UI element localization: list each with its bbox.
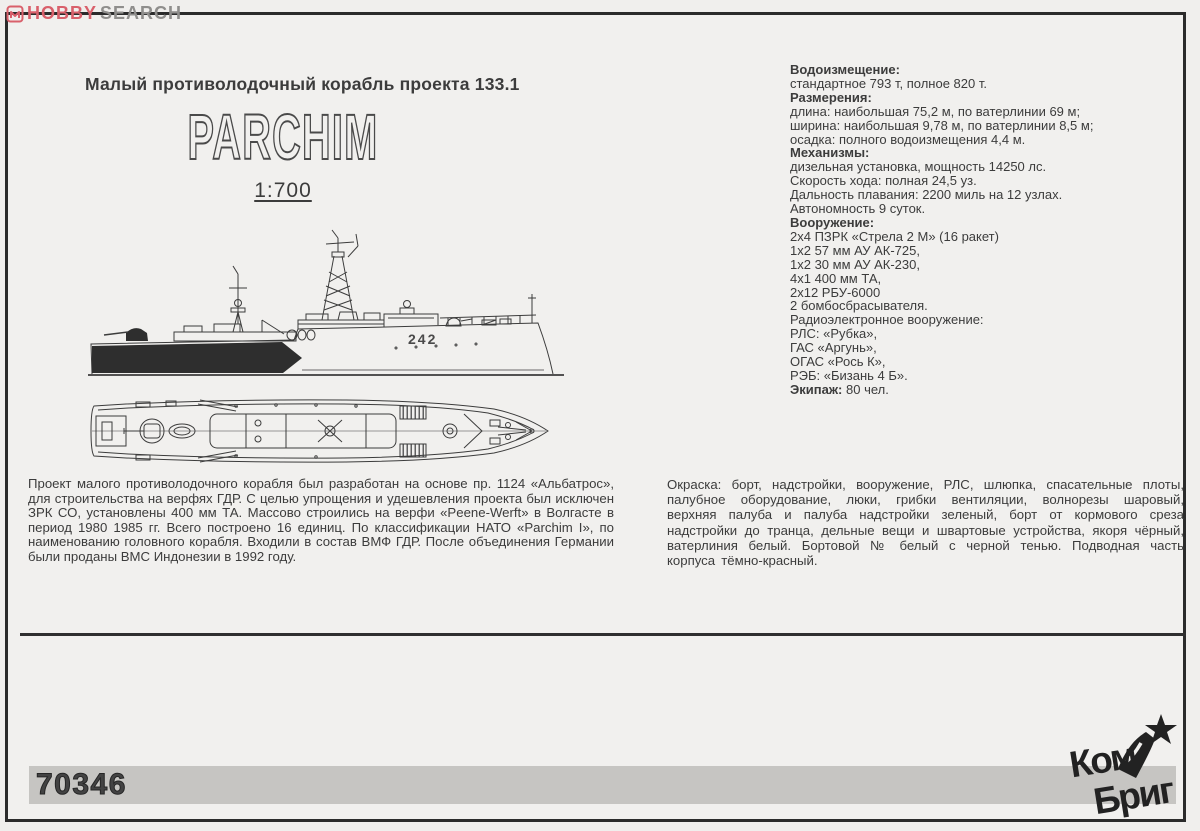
painting-instructions-paragraph: Окраска: борт, надстройки, вооружение, РЛС, шлюпка, спасательные плоты, палубное оборудование, люки, грибки вентиляции, волнорезы шаровый, верхняя палуба и палуба надстройки зеленый, борт от кормового среза надстройки до транца, дельные вещи и швартовые устройства, якоря чёрный, ватерлиния белый. Бортовой № белый с черной тенью. Подводная часть корпуса тёмно-красный.	[667, 477, 1184, 569]
horizontal-divider	[20, 633, 1186, 636]
watermark-brand-gray: SEARCH	[100, 3, 183, 23]
spec-line: Водоизмещение:	[790, 62, 900, 77]
spec-line: 2х12 РБУ-6000	[790, 284, 881, 300]
ship-name-outline: PARCHIM	[187, 101, 379, 173]
footer-gray-band	[29, 766, 1176, 804]
hobbysearch-logo-icon	[6, 5, 24, 23]
spec-line: 2х4 ПЗРК «Стрела 2 М» (16 ракет)	[790, 228, 999, 244]
spec-line: 4х1 400 мм ТА,	[790, 270, 882, 286]
hull-number: 242	[408, 331, 438, 347]
ship-side-profile-drawing	[86, 228, 568, 390]
spec-line: длина: наибольшая 75,2 м, по ватерлинии 69 м;	[790, 103, 1081, 119]
spec-line: РЭБ: «Бизань 4 Б».	[790, 367, 908, 383]
spec-line: ГАС «Аргунь»,	[790, 340, 877, 356]
spec-line: осадка: полного водоизмещения 4,4 м.	[790, 131, 1026, 147]
spec-line-crew	[790, 383, 1185, 397]
spec-line: Радиоэлектронное вооружение:	[790, 312, 984, 328]
ship-plan-view-drawing	[86, 392, 568, 472]
model-scale: 1:700	[254, 179, 312, 202]
page-title: Малый противолодочный корабль проекта 133.1	[85, 74, 520, 94]
hobbysearch-watermark	[6, 3, 182, 24]
spec-line: Автономность 9 суток.	[790, 201, 926, 217]
specifications-column	[790, 63, 1185, 397]
spec-line: Механизмы:	[790, 145, 870, 161]
brand-word-bottom: Бриг	[1090, 769, 1176, 822]
kombrig-brand-logo	[1066, 712, 1192, 822]
spec-line: РЛС: «Рубка»,	[790, 326, 878, 342]
spec-line: 1х2 30 мм АУ АК-230,	[790, 256, 920, 272]
watermark-brand-red: HOBBY	[27, 3, 98, 23]
spec-line: дизельная установка, мощность 14250 лс.	[790, 159, 1047, 175]
spec-line: Размерения:	[790, 89, 872, 105]
brand-word-top: Ком	[1066, 734, 1139, 786]
spec-line: стандартное 793 т, полное 820 т.	[790, 75, 987, 91]
spec-line: Вооружение:	[790, 214, 875, 230]
spec-line: ОГАС «Рось К»,	[790, 354, 886, 370]
crew-value: 80 чел.	[846, 381, 889, 397]
spec-line: 2 бомбосбрасывателя.	[790, 298, 928, 314]
crew-label: Экипаж:	[790, 381, 843, 397]
spec-line: 1х2 57 мм АУ АК-725,	[790, 242, 920, 258]
spec-line: Дальность плавания: 2200 миль на 12 узлах.	[790, 187, 1063, 203]
product-code: 70346	[36, 768, 127, 801]
history-paragraph: Проект малого противолодочного корабля был разработан на основе пр. 1124 «Альбатрос», для строительства на верфях ГДР. С целью упрощения и удешевления проекта был исключен ЗРК СО, установлены 400 мм ТА. Массово строились на верфи «Peene-Werft» в Волгасте в период 1980 1985 гг. Всего построено 16 единиц. По классификации НАТО «Parchim I», по наименованию головного корабля. Входили в состав ВМФ ГДР. После объединения Германии были проданы ВМС Индонезии в 1992 году.	[28, 476, 614, 564]
spec-line: ширина: наибольшая 9,78 м, по ватерлинии 8,5 м;	[790, 117, 1094, 133]
spec-line: Скорость хода: полная 24,5 уз.	[790, 173, 977, 189]
